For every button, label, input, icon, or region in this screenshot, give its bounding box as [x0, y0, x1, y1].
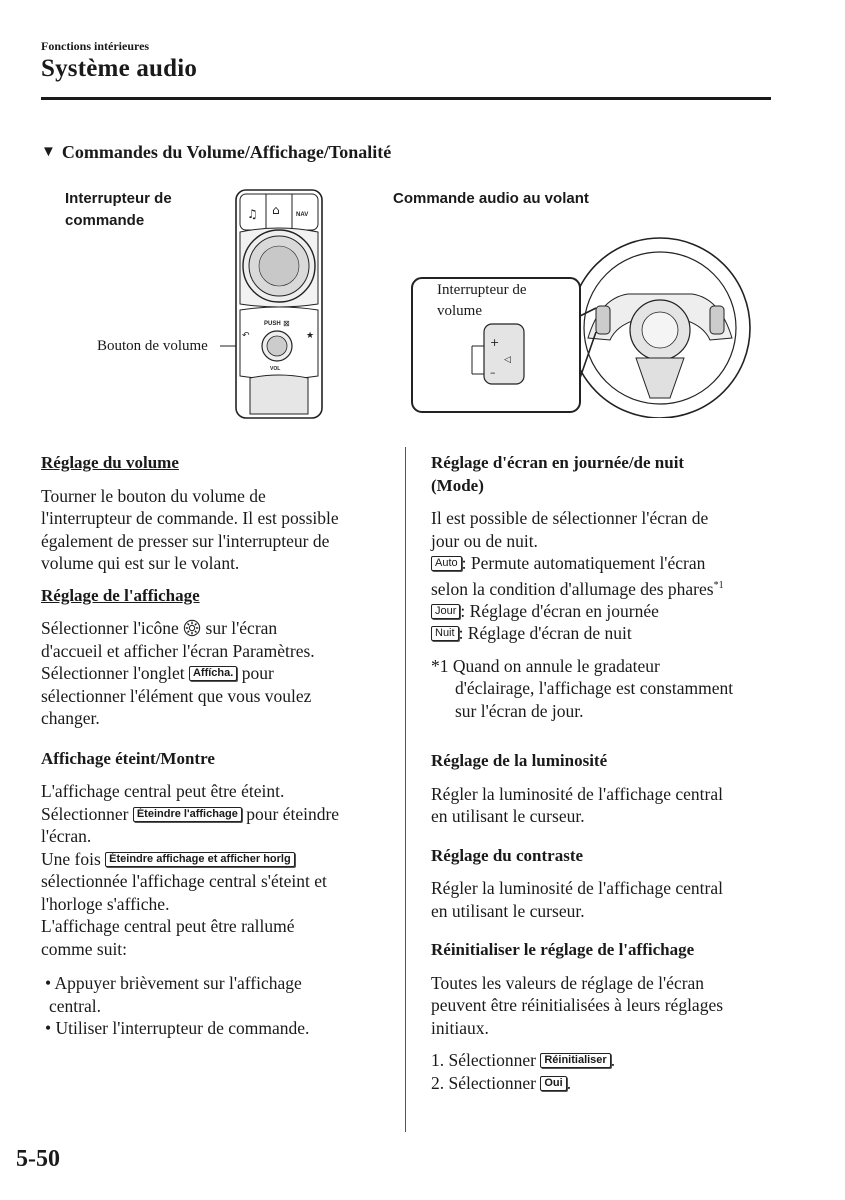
text-span: : Réglage d'écran en journée — [460, 600, 659, 621]
nuit-key: Nuit — [431, 626, 459, 641]
text-line: changer. — [41, 708, 100, 728]
yes-key: Oui — [540, 1076, 566, 1091]
section-heading — [41, 142, 391, 163]
svg-text:↶: ↶ — [242, 331, 250, 341]
page-number: 5-50 — [16, 1146, 60, 1172]
breadcrumb: Fonctions intérieures — [41, 39, 150, 53]
label-wheel-audio: Commande audio au volant — [393, 190, 589, 207]
jour-key: Jour — [431, 604, 460, 619]
triangle-marker-icon: ▼ — [41, 144, 56, 160]
text-span: . — [610, 1050, 616, 1071]
heading-display: Réglage de l'affichage — [41, 585, 200, 605]
text-line — [41, 617, 396, 640]
text-line — [431, 622, 771, 645]
svg-text:★: ★ — [306, 331, 315, 341]
text-line: Régler la luminosité de l'affichage central — [431, 878, 723, 899]
footnote — [431, 655, 771, 723]
section-title: Commandes du Volume/Affichage/Tonalité — [61, 142, 392, 162]
text-line: initiaux. — [431, 1017, 489, 1038]
text-line — [41, 803, 396, 826]
tab-affichage-key: Affícha. — [189, 666, 237, 681]
heading-contrast: Réglage du contraste — [431, 845, 584, 865]
svg-text:NAV: NAV — [296, 212, 309, 218]
text-line: • Utiliser l'interrupteur de commande. — [45, 1018, 310, 1038]
text-line: L'affichage central peut être rallumé — [41, 916, 295, 936]
text-line: sur l'écran de jour. — [455, 700, 584, 721]
svg-text:◁: ◁ — [504, 355, 511, 365]
text-line: l'horloge s'affiche. — [41, 893, 170, 914]
text-line — [431, 575, 771, 600]
text-line: jour ou de nuit. — [431, 530, 538, 551]
text-span: 1. Sélectionner — [431, 1050, 536, 1071]
text-span: : Permute automatiquement l'écran — [461, 553, 706, 573]
header-rule — [41, 97, 771, 100]
list-item — [431, 1049, 771, 1072]
list-item — [41, 972, 396, 1017]
text-line — [431, 600, 771, 623]
label-volume-switch — [437, 280, 527, 322]
text-span: selon la condition d'allumage des phares — [431, 578, 714, 599]
heading-mode-2: (Mode) — [431, 475, 484, 495]
list-item — [431, 1072, 771, 1095]
text-line: l'écran. — [41, 826, 92, 846]
settings-gear-icon — [183, 619, 201, 637]
text-line — [431, 552, 771, 575]
svg-text:♫: ♫ — [247, 207, 258, 221]
text-span: Une fois — [41, 848, 101, 869]
text-span: . — [566, 1072, 572, 1093]
label-line: volume — [437, 303, 482, 319]
svg-text:⊠: ⊠ — [283, 319, 290, 328]
auto-key: Auto — [431, 556, 462, 571]
text-line: sélectionner l'élément que vous voulez — [41, 685, 312, 706]
label-line: Interrupteur de — [65, 190, 172, 207]
svg-text:–: – — [490, 366, 496, 379]
display-off-clock-key: Éteindre affichage et afficher horlg — [105, 852, 295, 867]
text-span: sur l'écran — [205, 618, 278, 638]
footnote-ref: *1 — [713, 579, 724, 591]
column-divider — [405, 447, 406, 1132]
text-span: pour éteindre — [246, 803, 340, 824]
text-span: Sélectionner l'onglet — [41, 663, 185, 683]
text-line: • Appuyer brièvement sur l'affichage — [45, 973, 302, 993]
heading-volume: Réglage du volume — [41, 453, 179, 472]
text-span: pour — [241, 663, 274, 683]
display-off-key: Éteindre l'affichage — [133, 807, 242, 822]
text-line: Il est possible de sélectionner l'écran de — [431, 508, 709, 528]
text-line: volume qui est sur le volant. — [41, 553, 240, 573]
heading-display-off: Affichage éteint/Montre — [41, 748, 215, 768]
text-line: Régler la luminosité de l'affichage central — [431, 783, 723, 804]
page-title: Système audio — [41, 55, 198, 82]
svg-text:+: + — [490, 336, 500, 349]
text-line: en utilisant le curseur. — [431, 900, 585, 921]
svg-text:⌂: ⌂ — [272, 203, 280, 217]
text-line: peuvent être réinitialisées à leurs réglages — [431, 995, 724, 1016]
list-item — [41, 1017, 396, 1040]
reset-key: Réinitialiser — [540, 1053, 610, 1068]
text-span: 2. Sélectionner — [431, 1072, 536, 1093]
text-line — [41, 662, 396, 685]
text-line: d'éclairage, l'affichage est constamment — [455, 678, 734, 699]
text-line: en utilisant le curseur. — [431, 806, 585, 827]
text-line: comme suit: — [41, 938, 128, 959]
right-column — [431, 452, 771, 1094]
text-line: *1 Quand on annule le gradateur — [431, 655, 660, 676]
heading-mode: Réglage d'écran en journée/de nuit — [431, 453, 685, 472]
text-line: l'interrupteur de commande. Il est possible — [41, 508, 339, 528]
text-span: : Réglage d'écran de nuit — [458, 623, 632, 644]
label-line: Interrupteur de — [437, 282, 527, 298]
text-line: Tourner le bouton du volume de — [41, 485, 266, 506]
text-line: également de presser sur l'interrupteur de — [41, 530, 330, 551]
text-line: central. — [49, 995, 101, 1016]
label-command-switch — [65, 188, 172, 232]
label-line: commande — [65, 212, 145, 229]
text-line: Toutes les valeurs de réglage de l'écran — [431, 972, 705, 993]
left-column — [41, 452, 396, 1040]
text-span: Sélectionner l'icône — [41, 618, 179, 638]
label-volume-knob: Bouton de volume — [97, 338, 208, 354]
text-span: Sélectionner — [41, 803, 129, 824]
text-line: sélectionnée l'affichage central s'éteint et — [41, 871, 327, 891]
steering-wheel-illustration — [410, 228, 755, 418]
svg-text:VOL: VOL — [270, 366, 281, 372]
svg-text:PUSH: PUSH — [264, 321, 281, 327]
heading-reset: Réinitialiser le réglage de l'affichage — [431, 940, 695, 960]
heading-brightness: Réglage de la luminosité — [431, 751, 608, 771]
text-line: d'accueil et afficher l'écran Paramètres. — [41, 640, 315, 661]
text-line: L'affichage central peut être éteint. — [41, 781, 285, 801]
commander-switch-illustration — [210, 186, 330, 426]
text-line — [41, 848, 396, 871]
